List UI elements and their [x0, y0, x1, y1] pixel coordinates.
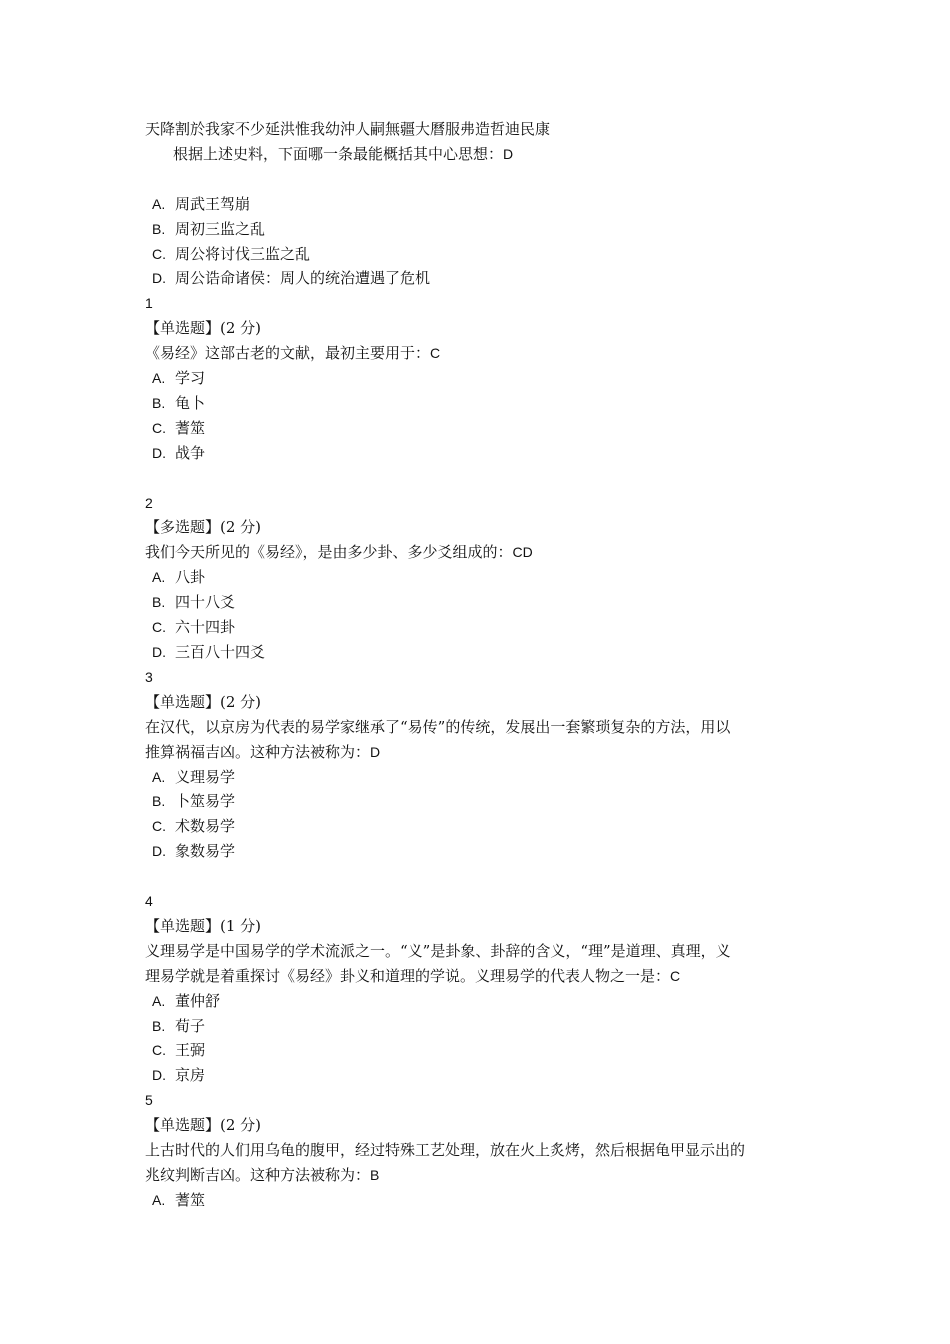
- option-letter: B.: [152, 220, 166, 237]
- option-letter: D.: [152, 1067, 166, 1084]
- option-b: [145, 789, 815, 814]
- option-letter: B.: [152, 793, 166, 810]
- option-text: 董仲舒: [175, 991, 221, 1010]
- question-stem: [145, 540, 815, 565]
- question-answer: D: [370, 743, 381, 760]
- question-number: 3: [145, 668, 153, 685]
- option-text: 学习: [175, 369, 206, 388]
- option-letter: B.: [152, 1017, 166, 1034]
- option-a: [145, 366, 815, 391]
- option-text: 周初三监之乱: [175, 219, 266, 238]
- option-letter: A.: [152, 768, 166, 785]
- document-body: [145, 117, 815, 1213]
- question-type: 【多选题】(2 分): [145, 518, 262, 537]
- spacer: [145, 864, 815, 889]
- option-text: 周武王驾崩: [175, 194, 251, 213]
- option-b: [145, 391, 815, 416]
- option-text: 周公诰命诸侯：周人的统治遭遇了危机: [175, 269, 431, 288]
- question-answer: B: [370, 1167, 380, 1184]
- spacer: [145, 466, 815, 491]
- option-d: [145, 1063, 815, 1088]
- option-text: 荀子: [175, 1016, 206, 1035]
- option-b: [145, 590, 815, 615]
- question-stem-text: 推算祸福吉凶。这种方法被称为：: [145, 742, 371, 761]
- option-d: [145, 441, 815, 466]
- question-answer: C: [670, 967, 681, 984]
- question-stem-text: 兆纹判断吉凶。这种方法被称为：: [145, 1166, 371, 1185]
- question-stem-line-2: [145, 740, 815, 765]
- question-stem: [145, 341, 815, 366]
- question-stem-line-1: 上古时代的人们用乌龟的腹甲，经过特殊工艺处理，放在火上炙烤，然后根据龟甲显示出的: [145, 1141, 746, 1160]
- option-letter: A.: [152, 370, 166, 387]
- option-text: 王弼: [175, 1041, 206, 1060]
- option-a: [145, 192, 815, 217]
- intro-question-text: 根据上述史料，下面哪一条最能概括其中心思想：: [173, 144, 504, 163]
- question-number: 4: [145, 893, 153, 910]
- question-type: 【单选题】(2 分): [145, 692, 262, 711]
- option-text: 卜筮易学: [175, 792, 236, 811]
- question-answer: CD: [512, 544, 533, 561]
- question-number: 2: [145, 494, 153, 511]
- option-letter: C.: [152, 419, 166, 436]
- option-text: 战争: [175, 443, 206, 462]
- option-letter: C.: [152, 619, 166, 636]
- option-d: [145, 266, 815, 291]
- option-text: 龟卜: [175, 393, 206, 412]
- option-a: [145, 765, 815, 790]
- option-text: 术数易学: [175, 817, 236, 836]
- intro-answer: D: [503, 145, 514, 162]
- option-c: [145, 615, 815, 640]
- question-stem-line-1: 在汉代，以京房为代表的易学家继承了“易传”的传统，发展出一套繁琐复杂的方法，用以: [145, 717, 731, 736]
- option-d: [145, 640, 815, 665]
- question-type: 【单选题】(1 分): [145, 916, 262, 935]
- option-text: 蓍筮: [175, 1190, 206, 1209]
- option-text: 象数易学: [175, 842, 236, 861]
- option-b: [145, 1014, 815, 1039]
- option-text: 三百八十四爻: [175, 643, 266, 661]
- passage-text: 天降割於我家不少延洪惟我幼沖人嗣無疆大曆服弗造哲迪民康: [145, 120, 551, 138]
- question-stem-line-2: [145, 964, 815, 989]
- option-letter: D.: [152, 843, 166, 860]
- option-text: 京房: [175, 1066, 206, 1085]
- option-a: [145, 989, 815, 1014]
- option-d: [145, 839, 815, 864]
- question-answer: C: [430, 345, 441, 362]
- option-c: [145, 242, 815, 267]
- option-text: 四十八爻: [175, 593, 236, 612]
- option-letter: A.: [152, 195, 166, 212]
- question-type: 【单选题】(2 分): [145, 319, 262, 338]
- question-stem-text: 《易经》这部古老的文献，最初主要用于：: [145, 344, 431, 363]
- question-stem-text: 理易学就是着重探讨《易经》卦义和道理的学说。义理易学的代表人物之一是：: [145, 966, 671, 985]
- option-letter: B.: [152, 594, 166, 611]
- option-a: [145, 1188, 815, 1213]
- option-letter: C.: [152, 245, 166, 262]
- option-letter: A.: [152, 1191, 166, 1208]
- option-a: [145, 565, 815, 590]
- question-number: 5: [145, 1092, 153, 1109]
- option-text: 周公将讨伐三监之乱: [175, 244, 311, 263]
- spacer: [145, 167, 815, 192]
- option-text: 蓍筮: [175, 418, 206, 437]
- option-letter: D.: [152, 644, 166, 660]
- option-text: 六十四卦: [175, 618, 236, 637]
- intro-question: [145, 142, 815, 167]
- option-letter: D.: [152, 270, 166, 287]
- question-number: 1: [145, 295, 153, 312]
- option-letter: A.: [152, 992, 166, 1009]
- question-stem-text: 我们今天所见的《易经》，是由多少卦、多少爻组成的：: [145, 543, 513, 562]
- option-letter: B.: [152, 394, 166, 411]
- question-type: 【单选题】(2 分): [145, 1116, 262, 1135]
- question-stem-line-2: [145, 1163, 815, 1188]
- option-c: [145, 416, 815, 441]
- option-text: 义理易学: [175, 767, 236, 786]
- option-c: [145, 814, 815, 839]
- option-letter: A.: [152, 569, 166, 586]
- option-letter: D.: [152, 444, 166, 461]
- option-text: 八卦: [175, 568, 206, 587]
- option-letter: C.: [152, 818, 166, 835]
- option-b: [145, 217, 815, 242]
- option-c: [145, 1038, 815, 1063]
- question-stem-line-1: 义理易学是中国易学的学术流派之一。“义”是卦象、卦辞的含义，“理”是道理、真理，义: [145, 941, 731, 960]
- option-letter: C.: [152, 1042, 166, 1059]
